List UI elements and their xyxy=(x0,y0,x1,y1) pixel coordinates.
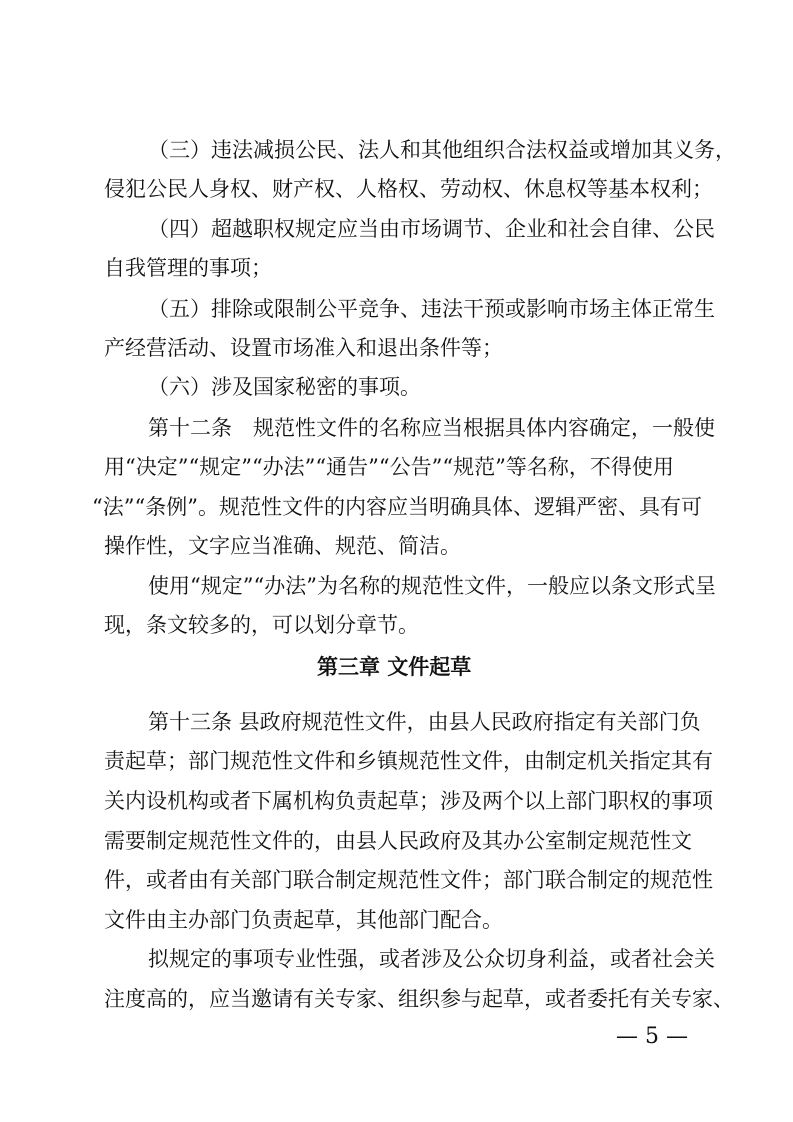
line-text: （五）排除或限制公平竞争、违法干预或影响市场主体正常生 xyxy=(148,297,715,321)
text-line xyxy=(0,130,793,170)
text-line xyxy=(0,209,793,249)
text-line xyxy=(0,979,793,1019)
line-text: 需要制定规范性文件的，由县人民政府及其办公室制定规范性文 xyxy=(104,829,692,853)
line-text: 第十三条 县政府规范性文件，由县人民政府指定有关部门负 xyxy=(148,710,701,734)
text-line xyxy=(0,781,793,821)
line-text: 件，或者由有关部门联合制定规范性文件；部门联合制定的规范性 xyxy=(104,868,713,892)
text-line xyxy=(0,447,793,487)
text-line xyxy=(0,169,793,209)
text-line xyxy=(0,939,793,979)
chapter-heading-text: 第三章 文件起草 xyxy=(317,655,472,679)
line-text: 使用“规定”“办法”为名称的规范性文件，一般应以条文形式呈 xyxy=(148,574,716,598)
line-text: 侵犯公民人身权、财产权、人格权、劳动权、休息权等基本权利； xyxy=(104,177,713,201)
text-line xyxy=(0,702,793,742)
text-line xyxy=(0,289,793,329)
text-line xyxy=(0,367,793,407)
line-text: 用“决定”“规定”“办法”“通告”“公告”“规范”等名称，不得使用 xyxy=(104,455,674,479)
line-text: 注度高的，应当邀请有关专家、组织参与起草，或者委托有关专家、 xyxy=(104,987,734,1011)
line-text: 责起草；部门规范性文件和乡镇规范性文件，由制定机关指定其有 xyxy=(104,749,713,773)
text-line xyxy=(0,741,793,781)
text-line xyxy=(0,860,793,900)
text-line xyxy=(0,408,793,448)
text-line xyxy=(0,605,793,645)
chapter-heading xyxy=(0,647,793,687)
line-text: （六）涉及国家秘密的事项。 xyxy=(148,375,421,399)
text-line xyxy=(0,487,793,527)
line-text: 关内设机构或者下属机构负责起草；涉及两个以上部门职权的事项 xyxy=(104,789,713,813)
line-text: 第十二条 规范性文件的名称应当根据具体内容确定，一般使 xyxy=(148,416,715,440)
line-text: （三）违法减损公民、法人和其他组织合法权益或增加其义务， xyxy=(148,138,736,162)
text-line xyxy=(0,900,793,940)
text-line xyxy=(0,821,793,861)
line-text: 拟规定的事项专业性强，或者涉及公众切身利益，或者社会关 xyxy=(148,947,715,971)
line-text: 现，条文较多的，可以划分章节。 xyxy=(104,613,419,637)
line-text: 文件由主办部门负责起草，其他部门配合。 xyxy=(104,908,503,932)
line-text: 自我管理的事项； xyxy=(104,256,272,280)
page-number: — 5 — xyxy=(616,1024,688,1049)
text-line xyxy=(0,566,793,606)
line-text: “法”“条例”。规范性文件的内容应当明确具体、逻辑严密、具有可 xyxy=(92,495,702,519)
text-line xyxy=(0,248,793,288)
text-line xyxy=(0,328,793,368)
line-text: 操作性，文字应当准确、规范、简洁。 xyxy=(104,534,461,558)
line-text: 产经营活动、设置市场准入和退出条件等； xyxy=(104,336,503,360)
text-line xyxy=(0,526,793,566)
line-text: （四）超越职权规定应当由市场调节、企业和社会自律、公民 xyxy=(148,217,715,241)
